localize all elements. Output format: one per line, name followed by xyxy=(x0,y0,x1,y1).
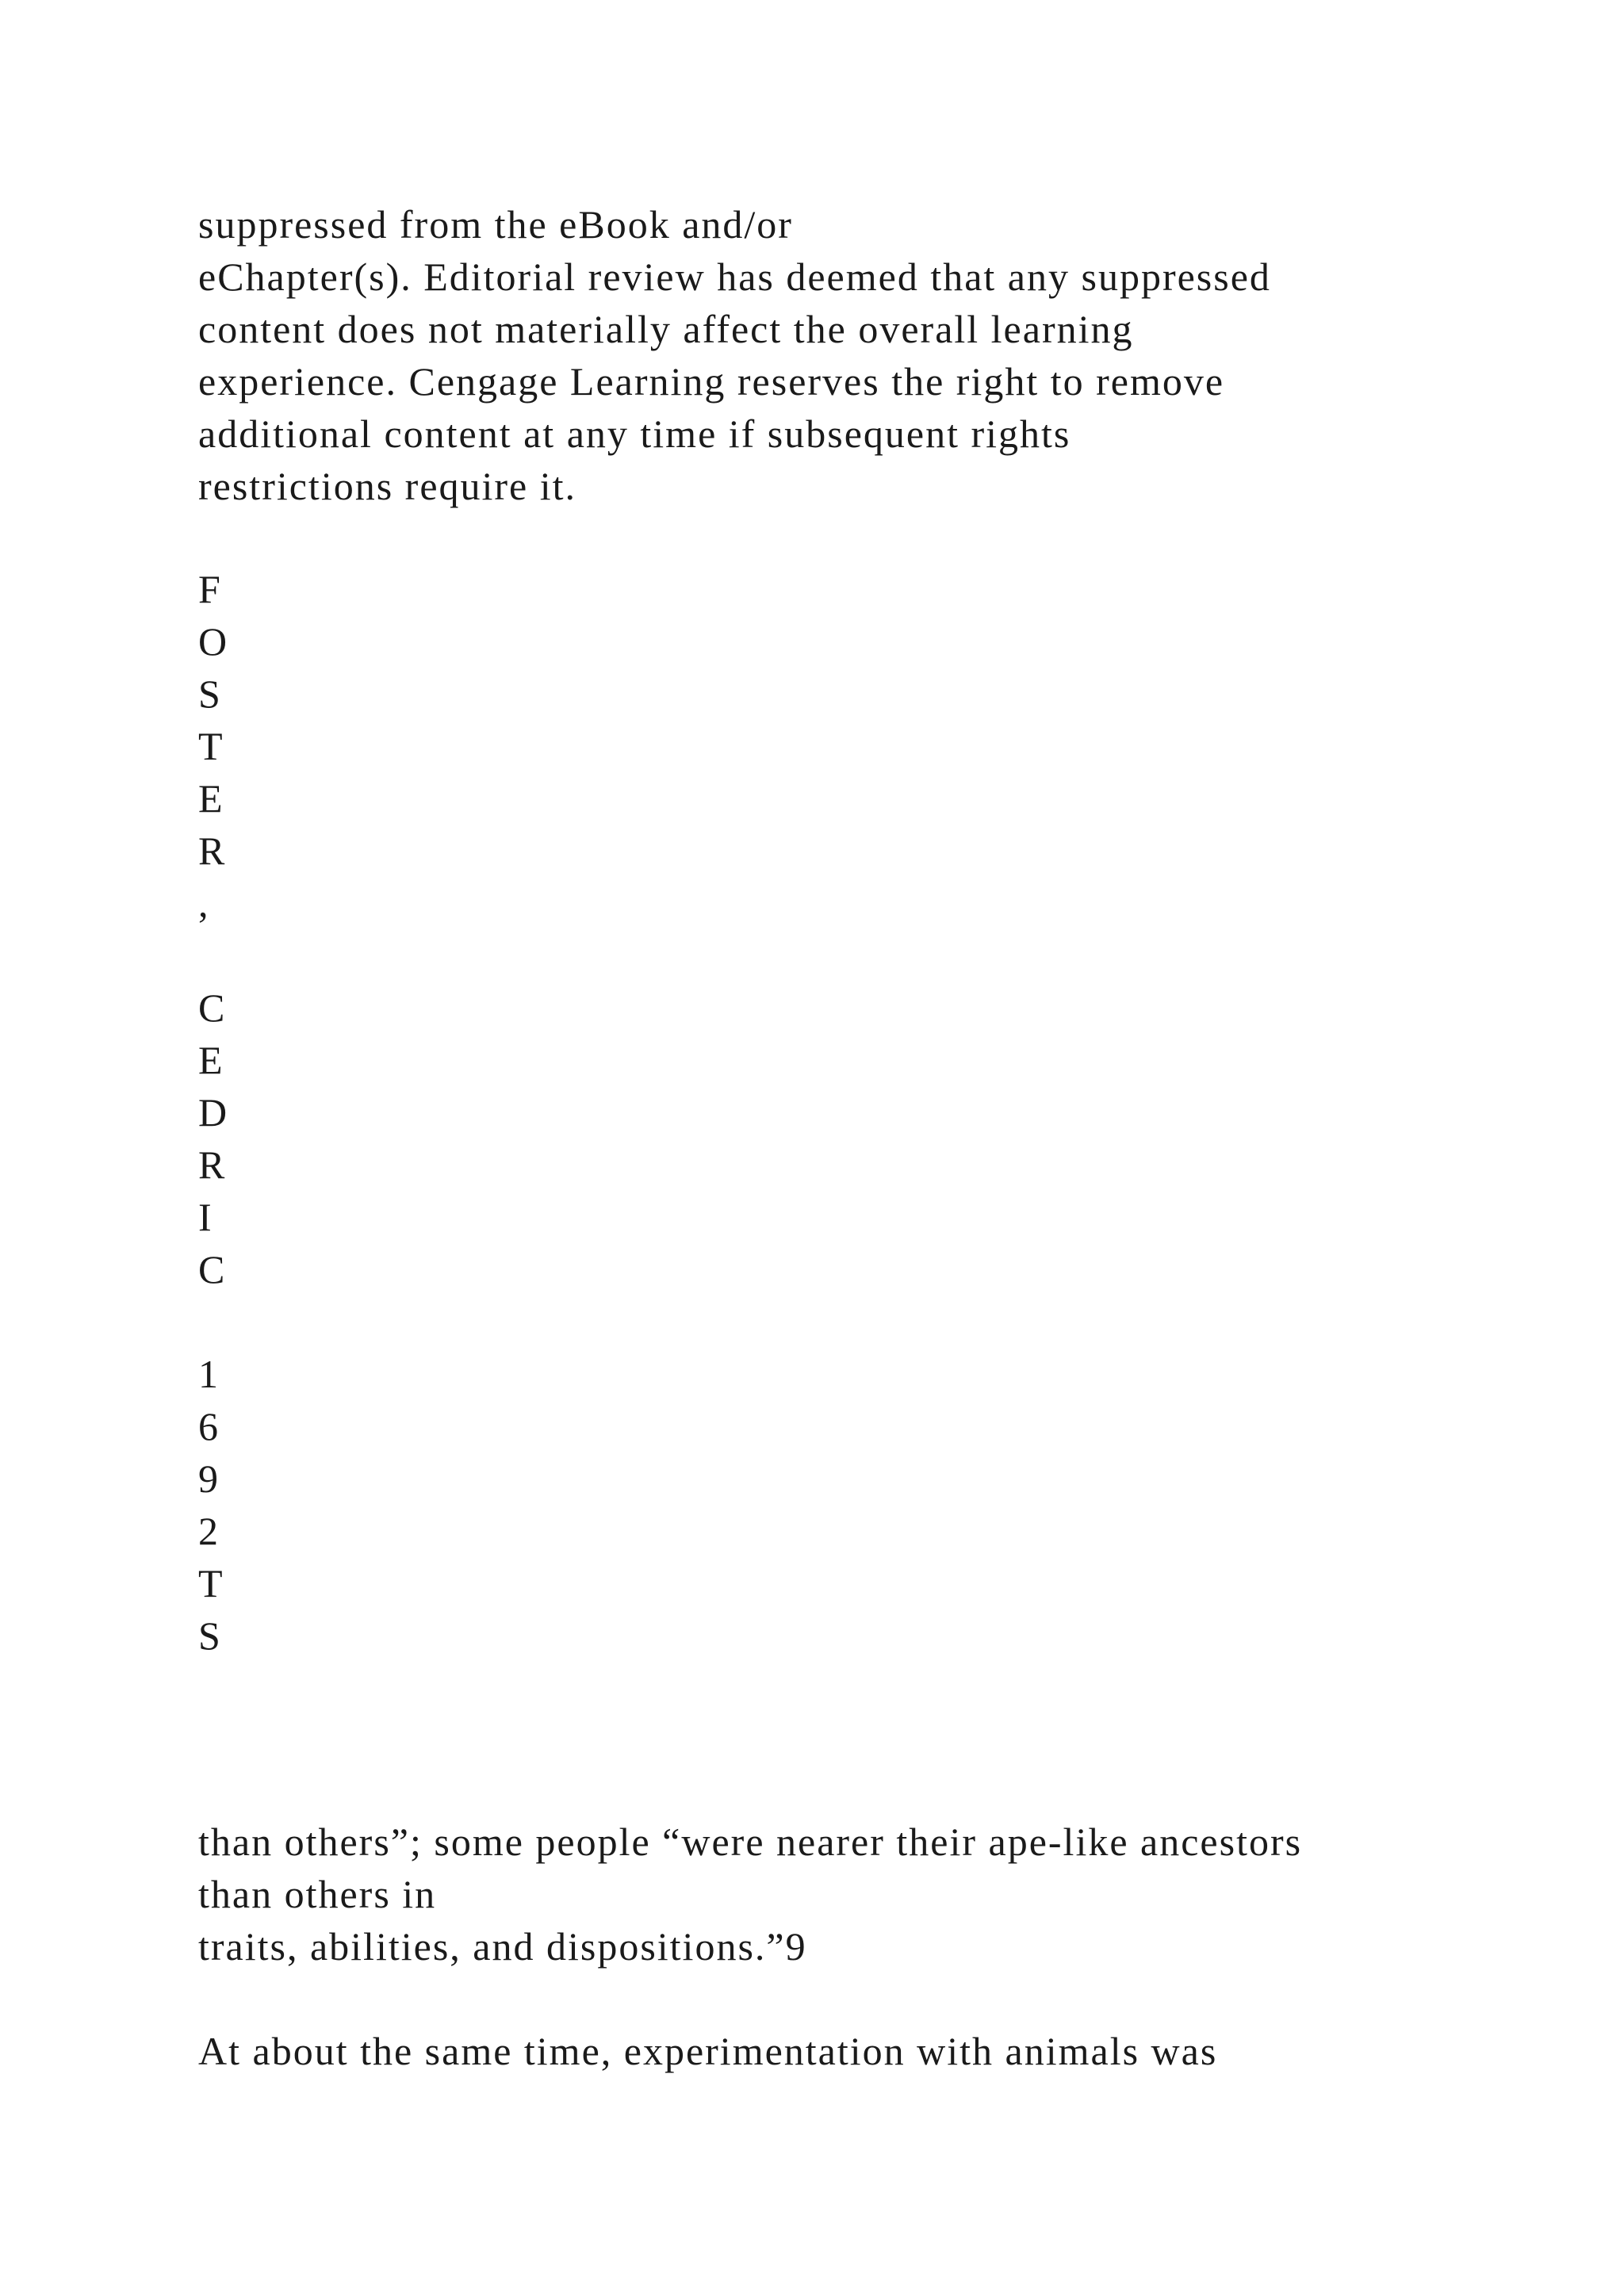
watermark-letter: S xyxy=(198,672,222,716)
watermark-gap xyxy=(198,929,228,982)
text-line: traits, abilities, and dispositions.”9 xyxy=(198,1924,807,1969)
watermark-letter: I xyxy=(198,1195,213,1239)
text-line: content does not materially affect the overall learning xyxy=(198,307,1134,351)
paragraph-experimentation xyxy=(198,2025,1217,2077)
text-line: experience. Cengage Learning reserves the right to remove xyxy=(198,359,1225,404)
text-line: suppressed from the eBook and/or xyxy=(198,202,793,247)
watermark-letter: C xyxy=(198,985,227,1030)
text-line: additional content at any time if subsequent rights xyxy=(198,411,1071,456)
watermark-letter: 2 xyxy=(198,1509,220,1553)
watermark-letter: O xyxy=(198,619,229,664)
watermark-letter: F xyxy=(198,567,222,611)
watermark-letter: 1 xyxy=(198,1352,220,1396)
watermark-letter: R xyxy=(198,828,227,873)
watermark-letter: S xyxy=(198,1613,222,1658)
vertical-name-watermark xyxy=(198,563,228,1662)
watermark-letter: 9 xyxy=(198,1456,220,1501)
paragraph-ancestors xyxy=(198,1816,1302,1973)
watermark-letter: E xyxy=(198,1038,224,1082)
watermark-letter: R xyxy=(198,1142,227,1187)
watermark-letter: , xyxy=(198,881,210,925)
watermark-letter: 6 xyxy=(198,1404,220,1448)
text-line: eChapter(s). Editorial review has deemed that any suppressed xyxy=(198,254,1271,299)
text-line: At about the same time, experimentation with animals was xyxy=(198,2029,1218,2073)
watermark-letter: T xyxy=(198,1561,224,1605)
watermark-letter: D xyxy=(198,1090,229,1135)
text-line: than others in xyxy=(198,1872,437,1916)
watermark-letter: T xyxy=(198,724,224,768)
watermark-gap xyxy=(198,1295,228,1348)
paragraph-disclaimer xyxy=(198,198,1271,512)
text-line: restrictions require it. xyxy=(198,464,577,508)
watermark-letter: E xyxy=(198,776,224,821)
text-line: than others”; some people “were nearer their ape-like ancestors xyxy=(198,1820,1303,1864)
watermark-letter: C xyxy=(198,1247,227,1292)
